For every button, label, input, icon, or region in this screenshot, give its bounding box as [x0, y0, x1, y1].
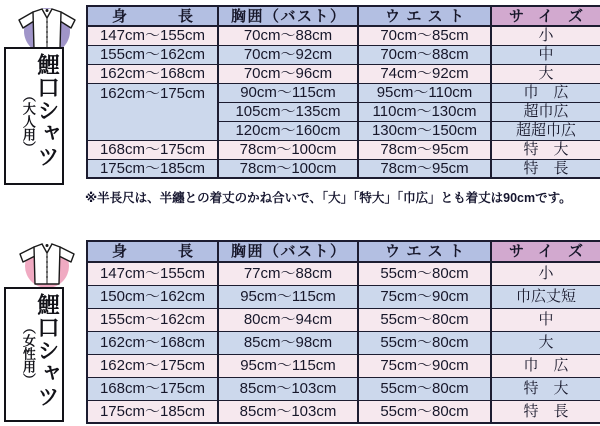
- waist-range-cell: 55cm～80cm: [358, 400, 491, 423]
- height-range-cell: 155cm～162cm: [87, 45, 218, 64]
- bust-range-cell: 95cm～115cm: [218, 354, 358, 377]
- bust-range-cell: 90cm～115cm: [218, 83, 358, 102]
- bust-range-cell: 80cm～94cm: [218, 308, 358, 331]
- vertical-label: [6, 289, 62, 420]
- height-range-cell: 168cm～175cm: [87, 140, 218, 159]
- table-row: [87, 285, 600, 308]
- table-row: [87, 308, 600, 331]
- bust-range-cell: 70cm～96cm: [218, 64, 358, 83]
- height-range-cell: 162cm～175cm: [87, 354, 218, 377]
- height-range-cell: 150cm～162cm: [87, 285, 218, 308]
- table-row: [87, 83, 600, 102]
- waist-column-header: ウエスト: [358, 241, 491, 262]
- bust-range-cell: 70cm～88cm: [218, 26, 358, 45]
- waist-range-cell: 75cm～90cm: [358, 354, 491, 377]
- size-label-cell: 巾 広: [491, 83, 600, 102]
- bust-range-cell: 78cm～100cm: [218, 140, 358, 159]
- waist-range-cell: 78cm～95cm: [358, 140, 491, 159]
- height-column-header: 身長: [87, 6, 218, 26]
- size-label-cell: 小: [491, 26, 600, 45]
- height-range-cell-merged: 162cm～175cm: [87, 83, 218, 140]
- size-label-cell: 特 長: [491, 400, 600, 423]
- size-label-cell: 特 大: [491, 140, 600, 159]
- size-label-cell: 巾 広: [491, 354, 600, 377]
- size-column-header: サイズ: [491, 6, 600, 26]
- koikuchi-shirt-icon: [13, 238, 79, 290]
- waist-range-cell: 110cm～130cm: [358, 102, 491, 121]
- height-range-cell: 162cm～168cm: [87, 64, 218, 83]
- waist-range-cell: 55cm～80cm: [358, 262, 491, 285]
- table-row: [87, 354, 600, 377]
- table-row: [87, 64, 600, 83]
- size-label-cell: 特 大: [491, 377, 600, 400]
- vertical-label: [6, 49, 62, 183]
- table-row: [87, 400, 600, 423]
- waist-range-cell: 95cm～110cm: [358, 83, 491, 102]
- table-row: [87, 140, 600, 159]
- size-label-cell: 超巾広: [491, 102, 600, 121]
- waist-range-cell: 55cm～80cm: [358, 331, 491, 354]
- bust-range-cell: 85cm～103cm: [218, 377, 358, 400]
- height-column-header: 身長: [87, 241, 218, 262]
- header-row: [87, 241, 600, 262]
- bust-range-cell: 105cm～135cm: [218, 102, 358, 121]
- waist-range-cell: 78cm～95cm: [358, 159, 491, 178]
- product-title: 鯉口シャツ: [35, 293, 60, 408]
- product-label-women: [4, 287, 64, 422]
- waist-range-cell: 75cm～90cm: [358, 285, 491, 308]
- height-range-cell: 175cm～185cm: [87, 159, 218, 178]
- waist-range-cell: 74cm～92cm: [358, 64, 491, 83]
- waist-range-cell: 55cm～80cm: [358, 377, 491, 400]
- size-label-cell: 中: [491, 45, 600, 64]
- size-column-header: サイズ: [491, 241, 600, 262]
- size-label-cell: 特 長: [491, 159, 600, 178]
- bust-range-cell: 70cm～92cm: [218, 45, 358, 64]
- bust-range-cell: 95cm～115cm: [218, 285, 358, 308]
- size-label-cell: 小: [491, 262, 600, 285]
- waist-range-cell: 55cm～80cm: [358, 308, 491, 331]
- waist-range-cell: 70cm～85cm: [358, 26, 491, 45]
- size-label-cell: 中: [491, 308, 600, 331]
- table-row: [87, 45, 600, 64]
- size-label-cell: 大: [491, 64, 600, 83]
- product-subtitle: （大人用）: [20, 89, 36, 154]
- bust-range-cell: 78cm～100cm: [218, 159, 358, 178]
- height-range-cell: 175cm～185cm: [87, 400, 218, 423]
- header-row: [87, 6, 600, 26]
- bust-range-cell: 120cm～160cm: [218, 121, 358, 140]
- bust-range-cell: 77cm～88cm: [218, 262, 358, 285]
- height-range-cell: 168cm～175cm: [87, 377, 218, 400]
- bust-column-header: 胸囲（バスト）: [218, 241, 358, 262]
- adult-size-table: [86, 5, 600, 179]
- table-row: [87, 159, 600, 178]
- waist-range-cell: 130cm～150cm: [358, 121, 491, 140]
- height-range-cell: 147cm～155cm: [87, 262, 218, 285]
- bust-range-cell: 85cm～103cm: [218, 400, 358, 423]
- size-label-cell: 巾広丈短: [491, 285, 600, 308]
- size-label-cell: 超超巾広: [491, 121, 600, 140]
- table-row: [87, 262, 600, 285]
- product-label-adult: [4, 47, 64, 185]
- size-label-cell: 大: [491, 331, 600, 354]
- product-title: 鯉口シャツ: [35, 53, 60, 168]
- sizing-note: ※半長尺は、半纏との着丈のかね合いで、「大」「特大」「巾広」とも着丈は90cmです。: [85, 191, 572, 205]
- height-range-cell: 155cm～162cm: [87, 308, 218, 331]
- table-row: [87, 26, 600, 45]
- bust-column-header: 胸囲（バスト）: [218, 6, 358, 26]
- women-size-table: [86, 240, 600, 424]
- bust-range-cell: 85cm～98cm: [218, 331, 358, 354]
- waist-column-header: ウエスト: [358, 6, 491, 26]
- height-range-cell: 162cm～168cm: [87, 331, 218, 354]
- waist-range-cell: 70cm～88cm: [358, 45, 491, 64]
- table-row: [87, 331, 600, 354]
- table-row: [87, 377, 600, 400]
- product-subtitle: （女性用）: [20, 321, 36, 386]
- height-range-cell: 147cm～155cm: [87, 26, 218, 45]
